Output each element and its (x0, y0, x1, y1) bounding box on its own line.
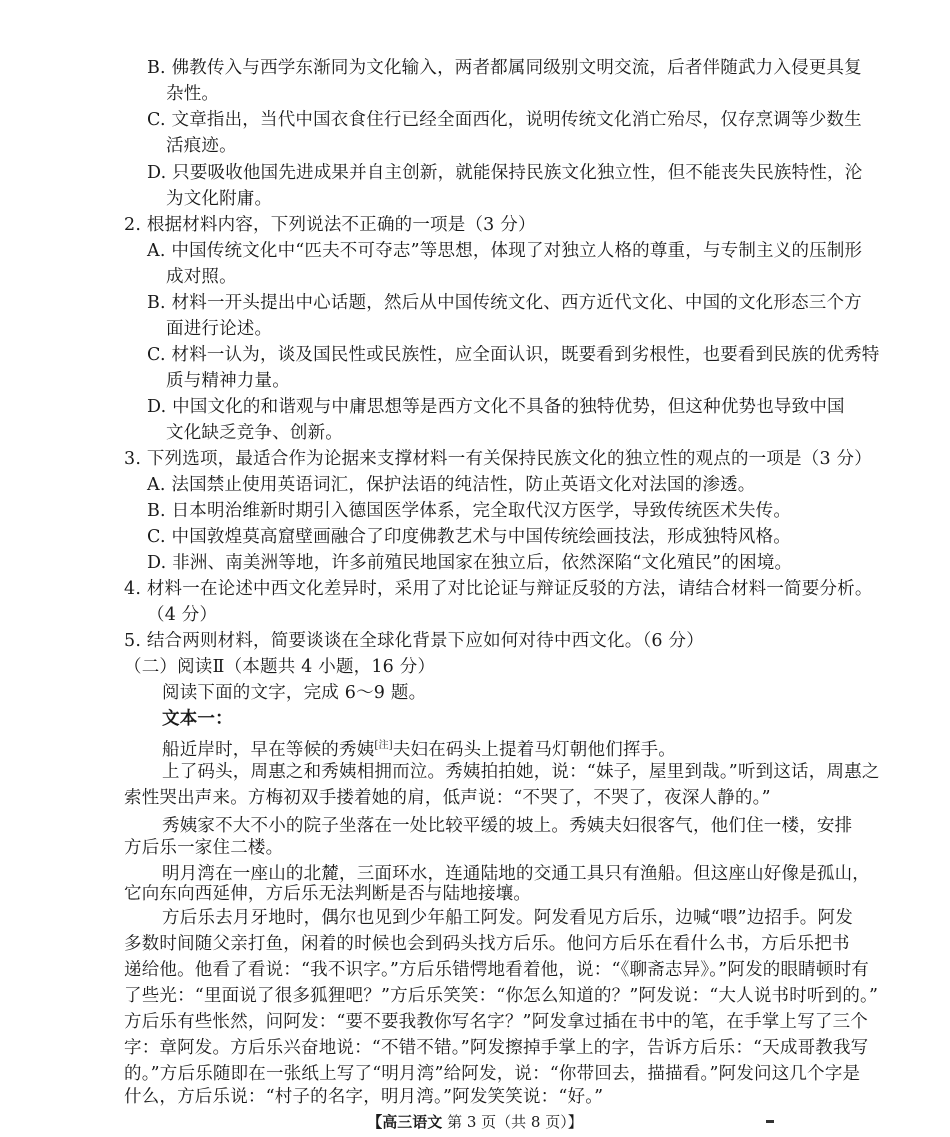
passage-p4-line1: 明月湾在一座山的北麓，三面环水，连通陆地的交通工具只有渔船。但这座山好像是孤山， (162, 864, 870, 884)
q2-option-a-line1: A. 中国传统文化中“匹夫不可夺志”等思想，体现了对独立人格的尊重，与专制主义的压制形 (147, 241, 863, 261)
q4-line1: 4. 材料一在论述中西文化差异时，采用了对比论证与辩证反驳的方法，请结合材料一简要分析。 (124, 579, 873, 599)
q1-option-d-line2: 为文化附庸。 (166, 189, 273, 209)
passage-p3-line1: 秀姨家不大不小的院子坐落在一处比较平缓的坡上。秀姨夫妇很客气，他们住一楼，安排 (162, 816, 853, 836)
q3-option-d: D. 非洲、南美洲等地，许多前殖民地国家在独立后，依然深陷“文化殖民”的困境。 (147, 553, 793, 573)
scan-mark (766, 1120, 774, 1123)
q1-option-b-line1: B. 佛教传入与西学东渐同为文化输入，两者都属同级别文明交流，后者伴随武力入侵更具复 (147, 58, 862, 78)
q2-stem: 2. 根据材料内容，下列说法不正确的一项是（3 分） (124, 215, 536, 235)
q3-option-c: C. 中国敦煌莫高窟壁画融合了印度佛教艺术与中国传统绘画技法，形成独特风格。 (147, 527, 791, 547)
page-footer (0, 1112, 950, 1132)
q2-option-c-line1: C. 材料一认为，谈及国民性或民族性，应全面认识，既要看到劣根性，也要看到民族的优秀特 (147, 345, 880, 365)
text1-label: 文本一： (162, 709, 233, 729)
footer-page: 第 3 页（共 8 页）】 (447, 1113, 583, 1131)
passage-p1-before: 船近岸时，早在等候的秀姨 (162, 739, 375, 760)
passage-p1-after: 夫妇在码头上提着马灯朝他们挥手。 (392, 739, 677, 760)
q2-option-d-line1: D. 中国文化的和谐观与中庸思想等是西方文化不具备的独特优势，但这种优势也导致中国 (147, 397, 845, 417)
q1-option-c-line2: 活痕迹。 (166, 136, 237, 156)
passage-p5-line7: 的。”方后乐随即在一张纸上写了“明月湾”给阿发，说：“你带回去，描描看。”阿发问这几个字是 (124, 1064, 861, 1084)
q2-option-b-line1: B. 材料一开头提出中心话题，然后从中国传统文化、西方近代文化、中国的文化形态三个方 (147, 293, 862, 313)
passage-p5-line1: 方后乐去月牙地时，偶尔也见到少年船工阿发。阿发看见方后乐，边喊“喂”边招手。阿发 (162, 908, 853, 928)
passage-p5-line3: 递给他。他看了看说：“我不识字。”方后乐错愕地看着他，说：“《聊斋志异》。”阿发的眼睛顿时有 (124, 960, 869, 980)
q1-option-d-line1: D. 只要吸收他国先进成果并自主创新，就能保持民族文化独立性，但不能丧失民族特性，沦 (147, 163, 863, 183)
q2-option-c-line2: 质与精神力量。 (166, 371, 290, 391)
q1-option-b-line2: 杂性。 (166, 84, 220, 104)
section-heading: （二）阅读Ⅱ（本题共 4 小题，16 分） (124, 657, 436, 677)
q4-line2: （4 分） (147, 605, 218, 625)
q2-option-a-line2: 成对照。 (166, 267, 237, 287)
passage-p5-line6: 字：章阿发。方后乐兴奋地说：“不错不错。”阿发擦掉手掌上的字，告诉方后乐：“天成哥教我写 (124, 1038, 869, 1058)
q5-stem: 5. 结合两则材料，简要谈谈在全球化背景下应如何对待中西文化。（6 分） (124, 631, 704, 651)
footer-subject: 【高三语文 (367, 1113, 443, 1131)
passage-p2-line1: 上了码头，周惠之和秀姨相拥而泣。秀姨拍拍她，说：“妹子，屋里到哉。”听到这话，周惠之 (162, 762, 880, 782)
q3-option-b: B. 日本明治维新时期引入德国医学体系，完全取代汉方医学，导致传统医术失传。 (147, 501, 792, 521)
section-instruction: 阅读下面的文字，完成 6～9 题。 (162, 683, 427, 703)
q3-stem: 3. 下列选项，最适合作为论据来支撑材料一有关保持民族文化的独立性的观点的一项是（3 分） (124, 449, 872, 469)
passage-p2-line2: 索性哭出声来。方梅初双手搂着她的肩，低声说：“不哭了，不哭了，夜深人静的。” (124, 788, 771, 808)
passage-p5-line2: 多数时间随父亲打鱼，闲着的时候也会到码头找方后乐。他问方后乐在看什么书，方后乐把书 (124, 934, 850, 954)
passage-p5-line4: 了些光：“里面说了很多狐狸吧？”方后乐笑笑：“你怎么知道的？”阿发说：“大人说书时听到的。” (124, 986, 879, 1006)
passage-p3-line2: 方后乐一家住二楼。 (124, 838, 284, 858)
q1-option-c-line1: C. 文章指出，当代中国衣食住行已经全面西化，说明传统文化消亡殆尽，仅存烹调等少数生 (147, 110, 862, 130)
passage-p4-line2: 它向东向西延伸，方后乐无法判断是否与陆地接壤。 (124, 884, 532, 904)
q2-option-d-line2: 文化缺乏竞争、创新。 (166, 423, 343, 443)
passage-p5-line8: 什么，方后乐说：“村子的名字，明月湾。”阿发笑笑说：“好。” (124, 1087, 604, 1107)
footnote-marker: [注] (374, 740, 393, 751)
q2-option-b-line2: 面进行论述。 (166, 319, 273, 339)
passage-p5-line5: 方后乐有些怅然，问阿发：“要不要我教你写名字？”阿发拿过插在书中的笔，在手掌上写了三个 (124, 1012, 868, 1032)
q3-option-a: A. 法国禁止使用英语词汇，保护法语的纯洁性，防止英语文化对法国的渗透。 (147, 475, 756, 495)
passage-paragraph-1 (162, 734, 676, 762)
